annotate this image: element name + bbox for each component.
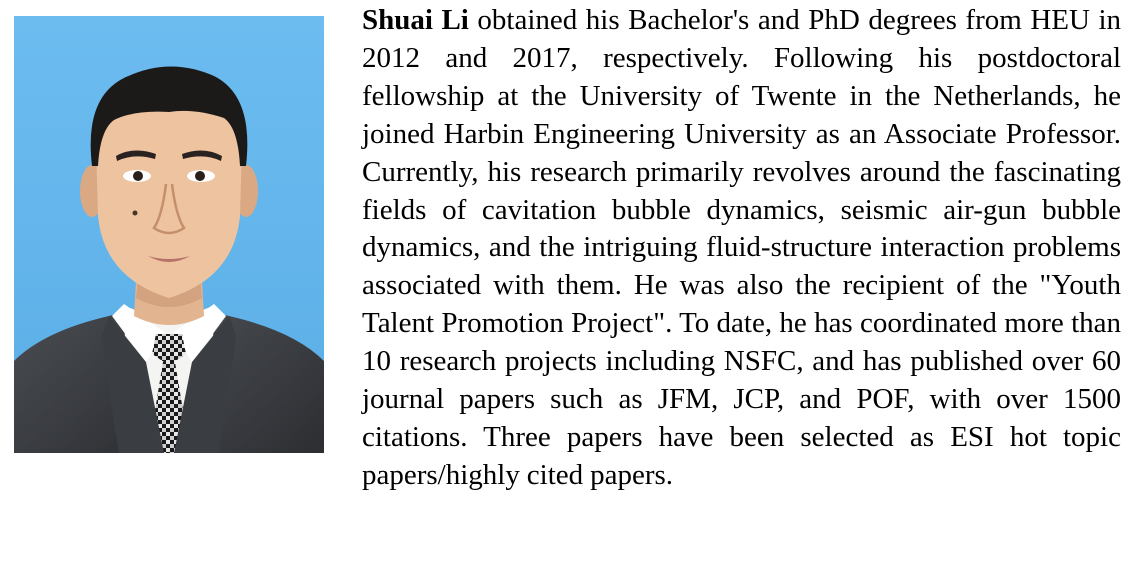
bio-paragraph	[362, 2, 1121, 495]
portrait-photo	[14, 16, 324, 453]
face	[96, 88, 242, 298]
portrait-illustration	[14, 16, 324, 453]
person-name: Shuai Li	[362, 4, 469, 36]
bio-text: obtained his Bachelor's and PhD degrees from HEU in 2012 and 2017, respectively. Following his postdoctoral fellowship at the University of Twente in the Netherlands, he joined Harbin Engineering University as an Associate Professor. Currently, his research primarily revolves around the fascinating fields of cavitation bubble dynamics, seismic air-gun bubble dynamics, and the intriguing fluid-structure interaction problems associated with them. He was also the recipient of the "Youth Talent Promotion Project". To date, he has coordinated more than 10 research projects including NSFC, and has published over 60 journal papers such as JFM, JCP, and POF, with over 1500 citations. Three papers have been selected as ESI hot topic papers/highly cited papers.	[362, 4, 1121, 491]
